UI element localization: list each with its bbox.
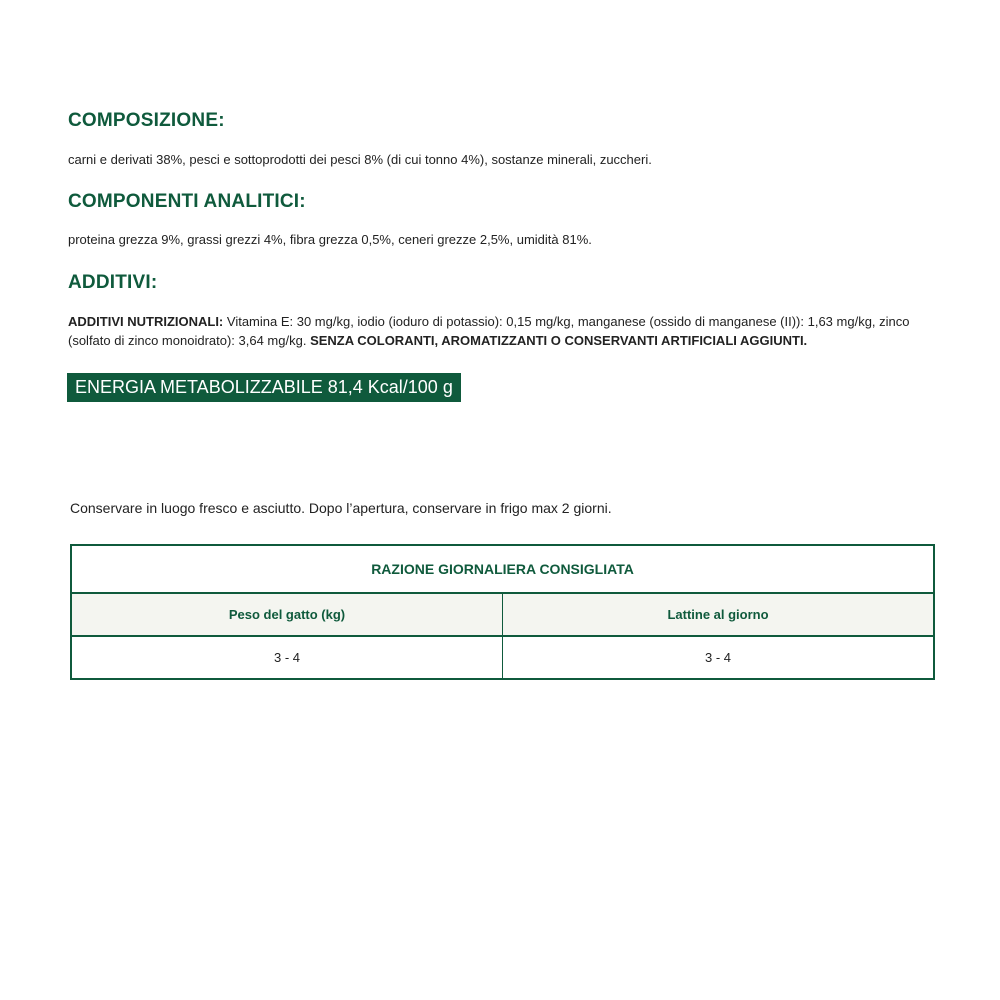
storage-instructions: Conservare in luogo fresco e asciutto. Dopo l’apertura, conservare in frigo max 2 giorni. (70, 500, 612, 516)
table-header-row (71, 593, 934, 636)
metabolizable-energy-badge: ENERGIA METABOLIZZABILE 81,4 Kcal/100 g (67, 373, 461, 402)
composition-text: carni e derivati 38%, pesci e sottoprodotti dei pesci 8% (di cui tonno 4%), sostanze minerali, zuccheri. (68, 152, 652, 167)
nutritional-additives-values: Vitamina E: 30 mg/kg, iodio (ioduro di potassio): 0,15 mg/kg, manganese (ossido di manganese (II)): 1,63 mg/kg, zinco (solfato di zinco monoidrato): 3,64 mg/kg. (68, 314, 910, 348)
cell-cat-weight: 3 - 4 (71, 636, 503, 679)
cell-cans-per-day: 3 - 4 (503, 636, 935, 679)
table-title: RAZIONE GIORNALIERA CONSIGLIATA (71, 545, 934, 593)
additives-heading: ADDITIVI: (68, 272, 158, 293)
analytical-components-text: proteina grezza 9%, grassi grezzi 4%, fibra grezza 0,5%, ceneri grezze 2,5%, umidità 81%. (68, 232, 592, 247)
additives-text (68, 312, 938, 350)
table-row (71, 636, 934, 679)
column-header-cans-per-day: Lattine al giorno (503, 593, 935, 636)
table-title-row (71, 545, 934, 593)
daily-ration-table (70, 544, 935, 680)
column-header-cat-weight: Peso del gatto (kg) (71, 593, 503, 636)
no-artificial-additives-note: SENZA COLORANTI, AROMATIZZANTI O CONSERVANTI ARTIFICIALI AGGIUNTI. (310, 333, 808, 348)
composition-heading: COMPOSIZIONE: (68, 110, 225, 131)
nutritional-additives-label: ADDITIVI NUTRIZIONALI: (68, 314, 224, 329)
analytical-components-heading: COMPONENTI ANALITICI: (68, 191, 306, 212)
